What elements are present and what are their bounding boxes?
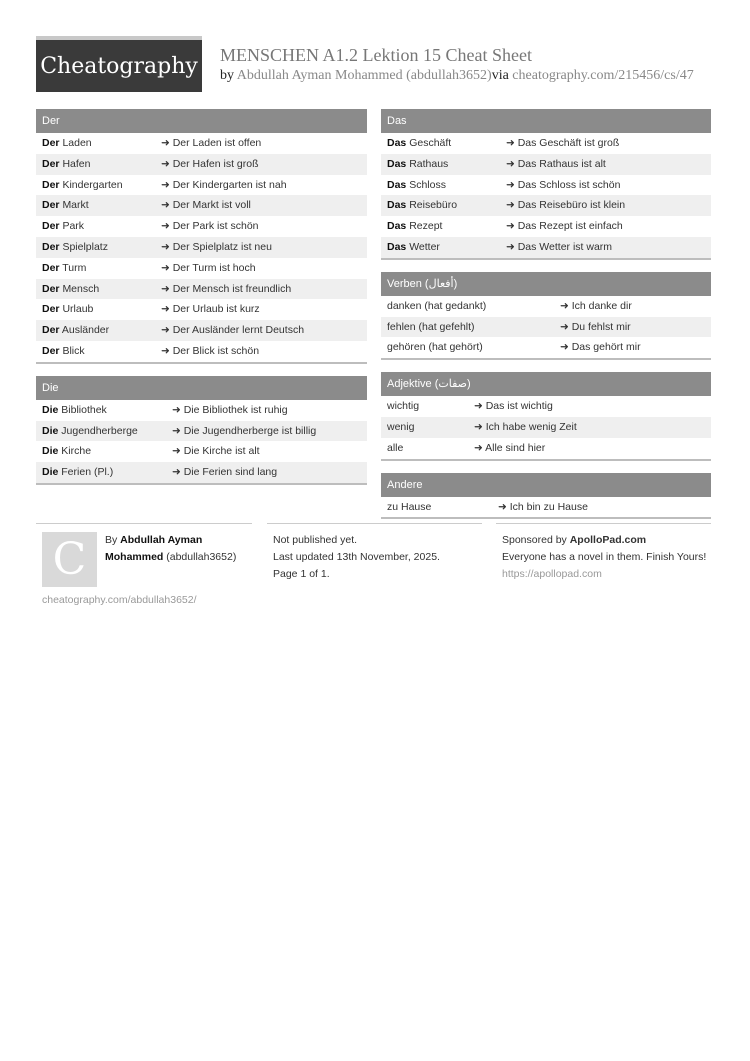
- row-example: ➜ Der Laden ist offen: [161, 137, 262, 149]
- table-row: [36, 133, 367, 154]
- table-row: [36, 462, 367, 483]
- row-example: ➜ Der Hafen ist groß: [161, 157, 259, 170]
- noun: Ausländer: [61, 324, 110, 337]
- noun: Urlaub: [62, 303, 94, 316]
- row-example: ➜ Der Blick ist schön: [161, 344, 260, 357]
- noun: Bibliothek: [61, 403, 107, 416]
- sponsor-line: [496, 532, 711, 549]
- row-example: ➜ Die Bibliothek ist ruhig: [172, 403, 288, 416]
- row-term: wenig: [387, 420, 415, 433]
- row-term: [36, 441, 172, 462]
- row-example: ➜ Das gehört mir: [560, 341, 641, 354]
- row-example: ➜ Der Mensch ist freundlich: [161, 282, 292, 295]
- table-row: [36, 441, 367, 462]
- row-example: ➜ Alle sind hier: [474, 441, 546, 454]
- article: Das: [387, 178, 407, 191]
- noun: Rathaus: [409, 157, 449, 170]
- table-row: [36, 299, 367, 320]
- table-row: [381, 337, 711, 358]
- row-example: ➜ Der Ausländer lernt Deutsch: [161, 324, 305, 337]
- noun: Blick: [62, 344, 85, 357]
- row-example: ➜ Ich habe wenig Zeit: [474, 420, 577, 433]
- article: Die: [42, 403, 59, 416]
- row-example: ➜ Die Kirche ist alt: [172, 445, 260, 458]
- sponsor-label: Sponsored by: [502, 534, 570, 546]
- table-row: [36, 154, 367, 175]
- author-handle: (abdullah3652): [163, 551, 237, 563]
- row-term: [36, 133, 161, 154]
- table-row: [381, 317, 711, 338]
- noun: Hafen: [62, 157, 91, 170]
- noun: Reisebüro: [409, 199, 458, 212]
- sponsor-text: Everyone has a novel in them. Finish Yours!: [502, 551, 707, 563]
- row-term: [36, 216, 161, 237]
- row-term: wichtig: [387, 400, 420, 413]
- article: Der: [42, 282, 60, 295]
- table-row: [36, 195, 367, 216]
- section-title: Adjektive (صفات): [381, 372, 711, 396]
- by-label: by: [220, 68, 237, 83]
- noun: Kirche: [61, 445, 92, 458]
- table-row: [381, 237, 711, 258]
- article: Das: [387, 157, 407, 170]
- author-name-link[interactable]: Abdullah Ayman Mohammed: [105, 534, 203, 563]
- footer-sponsor: [496, 523, 711, 583]
- row-term: [36, 421, 172, 442]
- section-das: [381, 109, 711, 260]
- noun: Schloss: [409, 178, 446, 191]
- footer-byline: [105, 532, 255, 566]
- article: Der: [42, 220, 60, 233]
- table-row: [381, 175, 711, 196]
- row-example: ➜ Die Ferien sind lang: [172, 466, 278, 479]
- article: Der: [42, 303, 60, 316]
- section-adjektive: [381, 372, 711, 460]
- avatar: C: [42, 532, 97, 587]
- article: Die: [42, 424, 59, 437]
- by-label: By: [105, 534, 121, 546]
- table-row: [381, 216, 711, 237]
- table-row: [381, 497, 711, 518]
- section-title: Der: [36, 109, 367, 133]
- noun: Markt: [62, 199, 89, 212]
- article: Der: [42, 157, 60, 170]
- row-term: [36, 279, 161, 300]
- row-example: ➜ Ich danke dir: [560, 299, 632, 312]
- row-example: ➜ Das Rezept ist einfach: [506, 220, 623, 233]
- article: Der: [42, 137, 60, 149]
- table-row: [381, 154, 711, 175]
- row-term: [36, 154, 161, 175]
- row-term: zu Hause: [387, 500, 432, 513]
- noun: Park: [62, 220, 85, 233]
- article: Der: [42, 178, 60, 191]
- noun: Wetter: [409, 240, 440, 253]
- section-verben: [381, 272, 711, 360]
- via-label: via: [491, 68, 513, 83]
- table-row: [36, 258, 367, 279]
- right-column: [381, 109, 711, 531]
- footer-meta: [267, 523, 482, 583]
- sheet-title: MENSCHEN A1.2 Lektion 15 Cheat Sheet: [220, 45, 532, 65]
- profile-link[interactable]: cheatography.com/abdullah3652/: [42, 594, 197, 606]
- section-der: [36, 109, 367, 364]
- row-term: [381, 216, 506, 237]
- row-example: ➜ Das ist wichtig: [474, 400, 553, 413]
- article: Das: [387, 220, 407, 233]
- row-term: [381, 195, 506, 216]
- table-row: [36, 320, 367, 341]
- row-example: ➜ Die Jugendherberge ist billig: [172, 424, 317, 437]
- row-term: alle: [387, 441, 404, 454]
- row-term: [36, 462, 172, 483]
- table-row: [36, 341, 367, 362]
- section-title: Andere: [381, 473, 711, 497]
- byline: [220, 66, 720, 86]
- noun: Ferien (Pl.): [61, 466, 114, 479]
- row-term: fehlen (hat gefehlt): [387, 320, 475, 333]
- noun: Rezept: [409, 220, 443, 233]
- footer-author: [36, 523, 252, 606]
- row-example: ➜ Das Reisebüro ist klein: [506, 199, 626, 212]
- cheatography-logo[interactable]: Cheatography: [36, 36, 202, 92]
- row-term: gehören (hat gehört): [387, 341, 483, 354]
- row-example: ➜ Der Spielplatz ist neu: [161, 240, 272, 253]
- row-term: danken (hat gedankt): [387, 299, 487, 312]
- section-andere: [381, 473, 711, 520]
- table-row: [36, 279, 367, 300]
- row-term: [381, 175, 506, 196]
- article: Der: [42, 240, 60, 253]
- article: Die: [42, 466, 59, 479]
- noun: Turm: [62, 261, 87, 274]
- table-row: [36, 237, 367, 258]
- sheet-url[interactable]: cheatography.com/215456/cs/47: [512, 68, 694, 83]
- article: Die: [42, 445, 59, 458]
- row-example: ➜ Der Markt ist voll: [161, 199, 251, 212]
- table-row: [381, 296, 711, 317]
- row-term: [36, 175, 161, 196]
- article: Der: [42, 199, 60, 212]
- row-term: [36, 320, 161, 341]
- left-column: [36, 109, 367, 497]
- section-die: [36, 376, 367, 485]
- article: Der: [42, 344, 60, 357]
- row-term: [36, 258, 161, 279]
- section-title: Das: [381, 109, 711, 133]
- table-row: [36, 400, 367, 421]
- noun: Jugendherberge: [61, 424, 138, 437]
- author-link[interactable]: Abdullah Ayman Mohammed (abdullah3652): [236, 68, 492, 83]
- table-row: [36, 216, 367, 237]
- row-term: [36, 341, 161, 362]
- sponsor-url[interactable]: https://apollopad.com: [502, 568, 602, 580]
- table-row: [381, 396, 711, 417]
- sheet-header: [220, 44, 720, 86]
- row-example: ➜ Der Urlaub ist kurz: [161, 303, 260, 316]
- table-row: [36, 421, 367, 442]
- row-term: [381, 237, 506, 258]
- row-example: ➜ Du fehlst mir: [560, 320, 631, 333]
- table-row: [381, 133, 711, 154]
- section-title: Verben (أفعال): [381, 272, 711, 296]
- article: Das: [387, 137, 407, 149]
- last-updated: Last updated 13th November, 2025.: [273, 551, 440, 563]
- noun: Kindergarten: [62, 178, 123, 191]
- row-term: [36, 195, 161, 216]
- row-example: ➜ Der Turm ist hoch: [161, 261, 256, 274]
- row-term: [381, 133, 506, 154]
- row-example: ➜ Das Schloss ist schön: [506, 178, 621, 191]
- row-term: [36, 237, 161, 258]
- table-row: [381, 195, 711, 216]
- table-row: [381, 438, 711, 459]
- sponsor-link[interactable]: ApolloPad.com: [569, 534, 647, 546]
- row-example: ➜ Das Wetter ist warm: [506, 240, 613, 253]
- row-example: ➜ Der Kindergarten ist nah: [161, 178, 287, 191]
- article: Der: [42, 324, 60, 337]
- section-title: Die: [36, 376, 367, 400]
- row-example: ➜ Das Rathaus ist alt: [506, 157, 606, 170]
- noun: Geschäft: [409, 137, 452, 149]
- row-term: [381, 154, 506, 175]
- published-status: Not published yet.: [273, 534, 358, 546]
- noun: Spielplatz: [62, 240, 108, 253]
- noun: Mensch: [62, 282, 100, 295]
- table-row: [381, 417, 711, 438]
- row-example: ➜ Das Geschäft ist groß: [506, 137, 620, 149]
- row-term: [36, 400, 172, 421]
- row-example: ➜ Ich bin zu Hause: [498, 500, 588, 513]
- article: Der: [42, 261, 60, 274]
- page-number: Page 1 of 1.: [273, 568, 330, 580]
- row-example: ➜ Der Park ist schön: [161, 220, 259, 233]
- article: Das: [387, 199, 407, 212]
- table-row: [36, 175, 367, 196]
- article: Das: [387, 240, 407, 253]
- noun: Laden: [62, 137, 92, 149]
- row-term: [36, 299, 161, 320]
